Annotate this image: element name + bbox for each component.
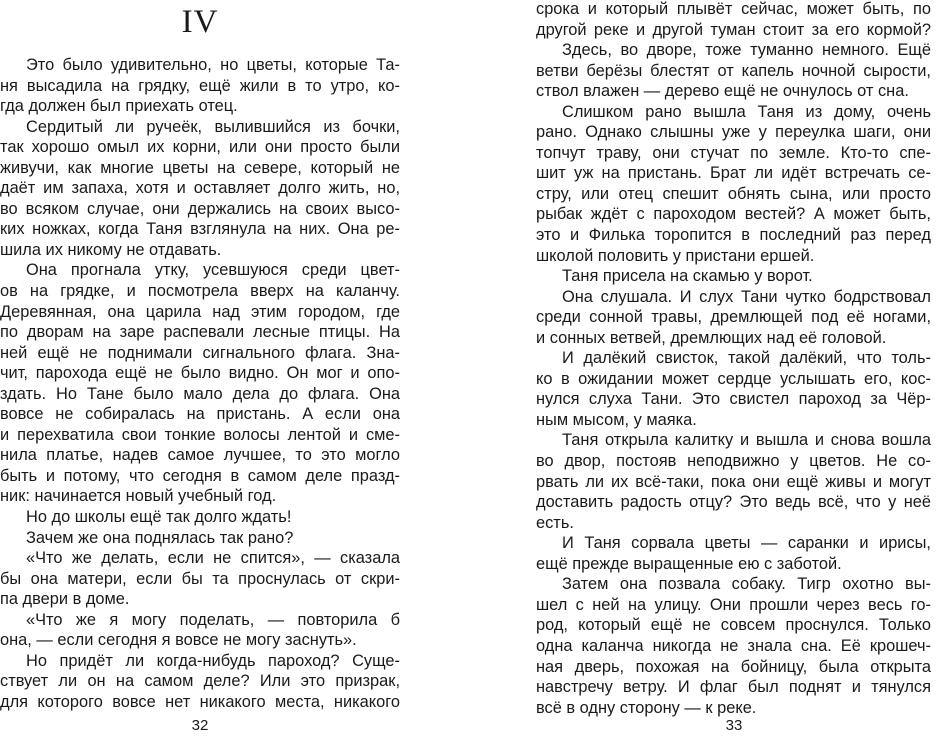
text-line: Но до школы ещё так долго ждать! [26, 508, 292, 527]
text-line: Сердитый ли ручеёк, вылившийся из бочки, [26, 117, 400, 136]
text-line: «Что же делать, если не спится», — сказала [26, 549, 400, 568]
text-line: топчут траву, они стучат по земле. Кто-то спе- [536, 143, 931, 162]
chapter-heading: IV [181, 4, 219, 40]
text-line: стру, или отец спешит обнять сына, или просто [536, 184, 931, 203]
text-line: Таня присела на скамью у ворот. [562, 267, 813, 286]
page-number-left: 32 [191, 717, 209, 734]
text-line: Здесь, во дворе, тоже туманно немного. Ещё [562, 41, 931, 60]
text-line: это и Филька торопится в последний раз перед [536, 226, 931, 245]
text-line: Таня открыла калитку и вышла и снова вошла [562, 431, 931, 450]
text-line: даёт им запаха, хотя и оставляет долго жить, но, [0, 179, 400, 198]
text-line: так хорошо омыл их корни, или они просто были [0, 138, 400, 157]
text-line: срока и который плывёт сейчас, может быть, по [536, 0, 931, 18]
text-line: другой реке и другой туман стоит за его кормой? [536, 20, 931, 39]
text-line: во двор, постояв неподвижно у цветов. Не со- [536, 452, 931, 471]
text-line: ов на грядке, и посмотрела вверх на каланчу. [0, 282, 400, 301]
text-line: Она прогнала утку, усевшуюся среди цвет- [26, 261, 400, 280]
text-line: Но придёт ли когда-нибудь пароход? Суще- [26, 651, 400, 670]
text-line: гда должен был приехать отец. [0, 97, 238, 116]
right-page [468, 0, 936, 735]
text-line: Она слушала. И слух Тани чутко бодрствовал [562, 287, 931, 306]
text-line: «Что же я могу поделать, — повторила б [26, 610, 400, 629]
text-line: шел с ней на улицу. Они прошли через весь го- [536, 595, 931, 614]
text-line: нулся слуха Тани. Это свистел пароход за Чёр- [536, 390, 931, 409]
text-line: ным мысом, у маяка. [536, 410, 697, 429]
text-line: и перехватила свои тонкие волосы лентой и сме- [0, 425, 400, 444]
text-line: школой половить у пристани ершей. [536, 246, 815, 265]
text-line: рано. Однако слышны уже у переулка шаги, они [536, 123, 931, 142]
left-page [0, 0, 468, 735]
text-line: быть и потому, что сегодня в самом деле празд- [0, 466, 400, 485]
page-number-right: 33 [725, 717, 743, 734]
text-line: ня высадила на грядку, ещё жили в то утро, ко- [0, 76, 400, 95]
text-line: доставить радость отцу? Это ведь всё, что у неё [536, 493, 931, 512]
text-line: ней ещё не поднимали сигнального флага. Зна- [0, 343, 400, 362]
text-line: для которого вовсе нет никакого места, никакого [0, 692, 400, 711]
text-line: ник: начинается новый учебный год. [0, 487, 277, 506]
text-line: И далёкий свисток, такой далёкий, что толь- [562, 349, 931, 368]
text-line: ещё прежде выращенные ею с заботой. [536, 554, 842, 573]
text-line: по дворам на заре распевали лесные птицы. На [0, 323, 400, 342]
text-line: живучи, как многие цветы на севере, который не [0, 158, 400, 177]
text-line: ствол влажен — дерево ещё не очнулось от сна. [536, 82, 909, 101]
text-line: Слишком рано вышла Таня из дому, очень [562, 102, 931, 121]
text-line: род, который ещё не совсем проснулся. Только [536, 616, 931, 635]
text-line: нила платье, надев самое лучшее, то это могло [0, 446, 400, 465]
text-line: среди сонной травы, дремлющей под её ногами, [536, 308, 931, 327]
text-line: она, — если сегодня я вовсе не могу заснуть». [0, 631, 357, 650]
text-line: ствует ли он на самом деле? Или это призрак, [0, 672, 400, 691]
text-line: ко в ожидании может сердце услышать его, кос- [536, 369, 931, 388]
text-line: Это было удивительно, но цветы, которые Та- [26, 56, 400, 74]
text-line: ких ножках, когда Таня взглянула на них. Она ре- [0, 220, 400, 239]
text-line: ная дверь, похожая на бойницу, была открыта [536, 657, 931, 676]
text-line: вовсе не собиралась на пристань. А если она [0, 405, 400, 424]
text-line: есть. [536, 513, 574, 532]
text-line: Деревянная, она царила над этим городом, где [0, 302, 400, 321]
text-line: шила их никому не отдавать. [0, 240, 222, 259]
text-line: навстречу ветру. И флаг был поднят и тянулся [536, 678, 931, 697]
text-line: ветви берёзы блестят от капель ночной сырости, [536, 61, 931, 80]
text-line: здать. Но Тане было мало дела до флага. Она [0, 384, 400, 403]
right-page-text [536, 0, 931, 718]
text-line: чит, парохода ещё не было видно. Он мог и опо- [0, 364, 400, 383]
text-line: па двери в доме. [0, 590, 130, 609]
text-line: бы она матери, если бы та проснулась от скри- [0, 569, 400, 588]
text-line: рвать ли их всё-таки, пока они ещё живы и могут [536, 472, 931, 491]
text-line: Затем она позвала собаку. Тигр охотно вы- [562, 575, 931, 594]
text-line: рыбак ждёт с пароходом вестей? А может быть, [536, 205, 931, 224]
text-line: и сонных ветвей, дремлющих над её головой. [536, 328, 887, 347]
text-line: одна каланча никогда не знала сна. Её крошеч- [536, 636, 931, 655]
text-line: И Таня сорвала цветы — саранки и ирисы, [562, 534, 931, 553]
text-line: всё в одну сторону — к реке. [536, 698, 757, 717]
left-page-text [0, 55, 400, 713]
text-line: во всяком случае, они держались на своих высо- [0, 199, 400, 218]
text-line: Зачем же она поднялась так рано? [26, 528, 294, 547]
text-line: шит уж на пристань. Брат ли идёт встречать се- [536, 164, 931, 183]
